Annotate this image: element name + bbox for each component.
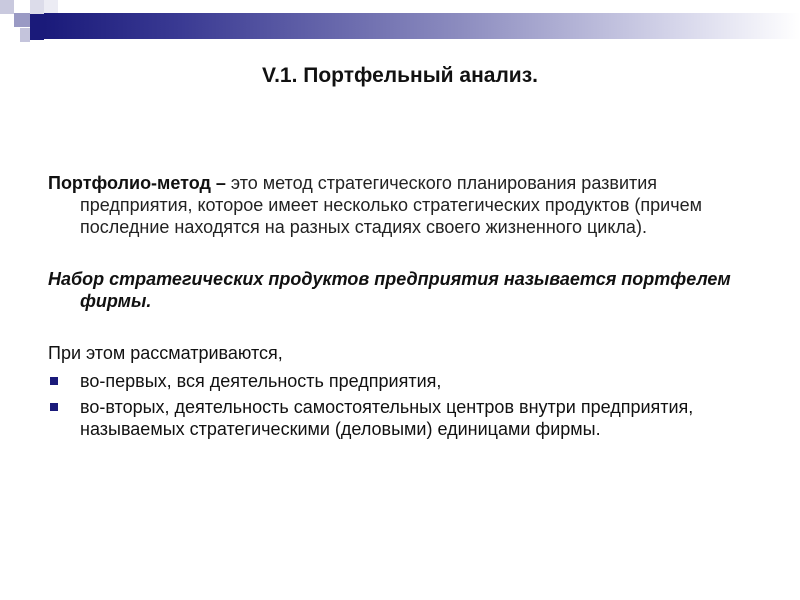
- decor-square: [30, 14, 44, 40]
- header-decoration: [0, 0, 800, 48]
- bullet-text: во-вторых, деятельность самостоятельных центров внутри предприятия, называемых стратегическими (деловыми) единицами фирмы.: [80, 397, 694, 439]
- list-item: [48, 370, 768, 392]
- decor-square: [44, 0, 58, 13]
- decor-square: [0, 0, 14, 14]
- definition-paragraph: [48, 172, 768, 238]
- square-bullet-icon: [50, 403, 58, 411]
- slide-content: [48, 172, 768, 444]
- definition-text: это метод стратегического планирования развития предприятия, которое имеет несколько стратегических продуктов (причем последние находятся на разных стадиях своего жизненного цикла).: [80, 173, 702, 237]
- slide-title: V.1. Портфельный анализ.: [262, 64, 538, 87]
- definition-term: Портфолио-метод –: [48, 173, 226, 193]
- bullet-text: во-первых, вся деятельность предприятия,: [80, 371, 442, 391]
- decor-square: [14, 13, 30, 27]
- emphasis-paragraph: Набор стратегических продуктов предприятия называется портфелем фирмы.: [48, 269, 731, 311]
- list-item: [48, 396, 768, 440]
- header-gradient-bar: [44, 13, 800, 39]
- intro-text: При этом рассматриваются,: [48, 343, 283, 363]
- decor-square: [20, 28, 30, 42]
- bullet-list: [48, 370, 768, 440]
- decor-square: [30, 0, 44, 14]
- square-bullet-icon: [50, 377, 58, 385]
